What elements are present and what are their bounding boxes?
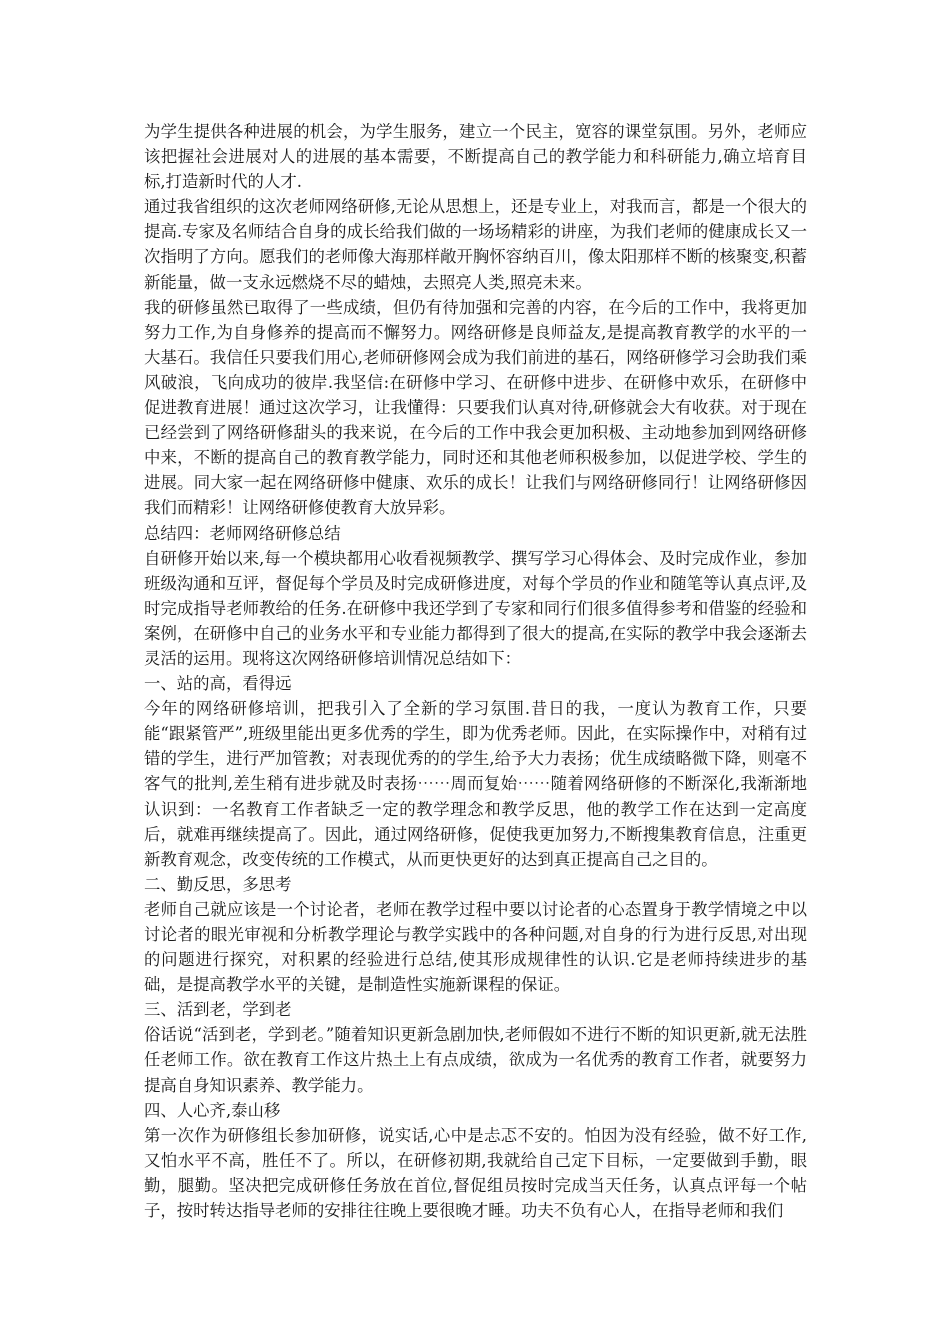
section-heading-summary-four: 总结四：老师网络研修总结 (144, 523, 341, 543)
paragraph-section-four: 第一次作为研修组长参加研修，说实话,心中是忐忑不安的。怕因为没有经验，做不好工作,又怕水平不高，胜任不了。所以，在研修初期,我就给自己定下目标，一定要做到手勤，眼勤，腿勤。坚决把完成研修任务放在首位,督促组员按时完成当天任务，认真点评每一个帖子，按时转达指导老师的安排往往晚上要很晚才睡。功夫不负有心人，在指导老师和我们 (144, 1125, 807, 1221)
paragraph-section-one: 今年的网络研修培训，把我引入了全新的学习氛围.昔日的我，一度认为教育工作，只要能“跟紧管严”,班级里能出更多优秀的学生，即为优秀老师。因此，在实际操作中，对稍有过错的学生，进行严加管教；对表现优秀的的学生,给予大力表扬；优生成绩略微下降，则毫不客气的批判,差生稍有进步就及时表扬⋯⋯周而复始⋯⋯随着网络研修的不断深化,我渐渐地认识到：一名教育工作者缺乏一定的教学理念和教学反思，他的教学工作在达到一定高度后，就难再继续提高了。因此，通过网络研修，促使我更加努力,不断搜集教育信息，注重更新教育观念，改变传统的工作模式，从而更快更好的达到真正提高自己之目的。 (144, 699, 807, 869)
paragraph-intro: 为学生提供各种进展的机会，为学生服务，建立一个民主，宽容的课堂氛围。另外，老师应该把握社会进展对人的进展的基本需要，不断提高自己的教学能力和科研能力,确立培育目标,打造新时代的人才. (144, 122, 807, 192)
paragraph-section-three: 俗话说“活到老，学到老。”随着知识更新急剧加快,老师假如不进行不断的知识更新,就无法胜任老师工作。欲在教育工作这片热土上有点成绩，欲成为一名优秀的教育工作者，就要努力提高自身知识素养、教学能力。 (144, 1025, 807, 1095)
section-heading-one: 一、站的高，看得远 (144, 674, 292, 694)
document-body (144, 119, 807, 1223)
paragraph-future-plans: 我的研修虽然已取得了一些成绩，但仍有待加强和完善的内容，在今后的工作中，我将更加努力工作,为自身修养的提高而不懈努力。网络研修是良师益友,是提高教育教学的水平的一大基石。我信任只要我们用心,老师研修网会成为我们前进的基石，网络研修学习会助我们乘风破浪，飞向成功的彼岸.我坚信:在研修中学习、在研修中进步、在研修中欢乐，在研修中促进教育进展！通过这次学习，让我懂得：只要我们认真对待,研修就会大有收获。对于现在已经尝到了网络研修甜头的我来说，在今后的工作中我会更加积极、主动地参加到网络研修中来，不断的提高自己的教育教学能力，同时还和其他老师积极参加，以促进学校、学生的进展。同大家一起在网络研修中健康、欢乐的成长！让我们与网络研修同行！让网络研修因我们而精彩！让网络研修使教育大放异彩。 (144, 297, 807, 518)
section-heading-two: 二、勤反思，多思考 (144, 874, 292, 894)
paragraph-summary-opening: 自研修开始以来,每一个模块都用心收看视频教学、撰写学习心得体会、及时完成作业，参加班级沟通和互评，督促每个学员及时完成研修进度，对每个学员的作业和随笔等认真点评,及时完成指导老师教给的任务.在研修中我还学到了专家和同行们很多值得参考和借鉴的经验和案例，在研修中自己的业务水平和专业能力都得到了很大的提高,在实际的教学中我会逐渐去灵活的运用。现将这次网络研修培训情况总结如下： (144, 548, 807, 668)
paragraph-training-reflection: 通过我省组织的这次老师网络研修,无论从思想上，还是专业上，对我而言，都是一个很大的提高.专家及名师结合自身的成长给我们做的一场场精彩的讲座，为我们老师的健康成长又一次指明了方向。愿我们的老师像大海那样敞开胸怀容纳百川，像太阳那样不断的核聚变,积蓄新能量，做一支永远燃烧不尽的蜡烛，去照亮人类,照亮未来。 (144, 197, 807, 292)
paragraph-section-two: 老师自己就应该是一个讨论者，老师在教学过程中要以讨论者的心态置身于教学情境之中以讨论者的眼光审视和分析教学理论与教学实践中的各种问题,对自身的行为进行反思,对出现的问题进行探究，对积累的经验进行总结,使其形成规律性的认识.它是老师持续进步的基础，是提高教学水平的关键，是制造性实施新课程的保证。 (144, 899, 807, 995)
section-heading-four: 四、人心齐,泰山移 (144, 1100, 281, 1120)
section-heading-three: 三、活到老，学到老 (144, 1000, 292, 1020)
